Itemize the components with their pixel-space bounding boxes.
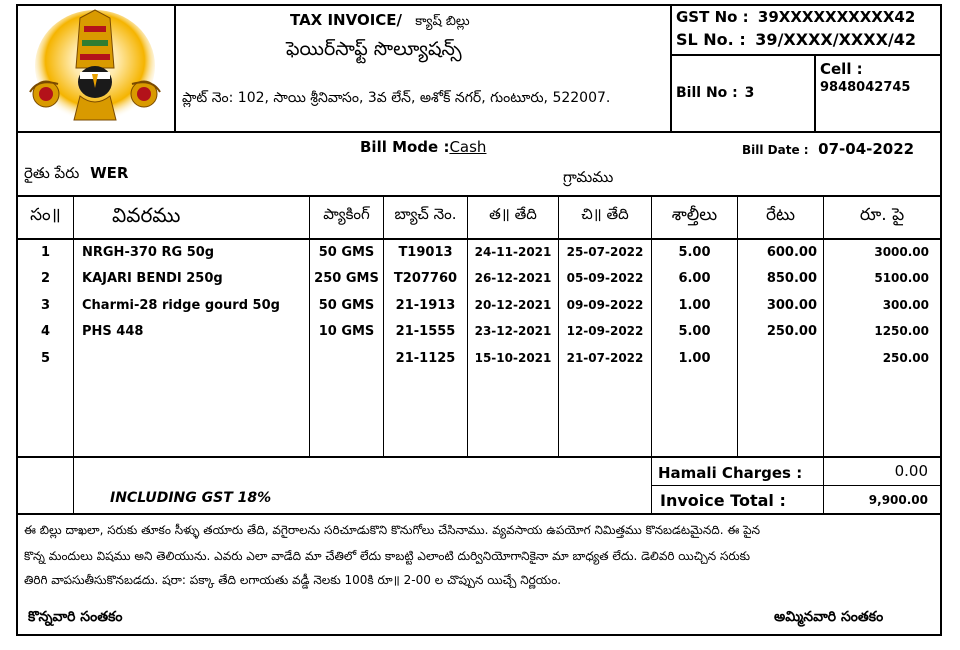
invoice-total-label: Invoice Total : [660,491,786,510]
hamali-charges-value: 0.00 [894,462,928,480]
row-rate: 850.00 [766,271,817,286]
bill-mode-value: Cash [449,138,487,156]
invoice-total-value: 9,900.00 [868,493,928,507]
col-header-exp-date: చి॥ తేది [581,205,629,223]
col-header-packing: ప్యాకింగ్ [323,205,370,223]
farmer-name-value: WER [90,164,129,182]
row-amount: 1250.00 [874,324,929,338]
row-packing: 50 GMS [318,298,375,313]
row-quantity: 5.00 [678,324,711,339]
row-quantity: 6.00 [678,271,711,286]
row-sno: 4 [40,324,51,339]
col-header-sno: సం॥ [30,205,61,225]
gst-label: GST No : [676,8,749,26]
bill-mode-label: Bill Mode : [360,138,450,156]
row-sno: 1 [40,245,51,260]
sl-label: SL No. : [676,30,746,49]
row-quantity: 1.00 [678,351,711,366]
seller-signature-label: అమ్మినవారి సంతకం [774,609,884,625]
bill-date-label: Bill Date : [742,143,809,157]
shop-address: ప్లాట్ నెం: 102, సాయి శ్రీనివాసం, 3వ లేన్, అశోక్ నగర్, గుంటూరు, 522007. [182,90,611,106]
row-packing: 10 GMS [318,324,375,339]
row-amount: 300.00 [882,298,929,312]
cash-bill-label: క్యాష్ బిల్లు [415,14,470,29]
row-sno: 5 [40,351,51,366]
farmer-name-label: రైతు పేరు [24,164,80,182]
row-batch: T19013 [398,245,453,260]
gst-note: INCLUDING GST 18% [110,490,272,506]
terms-line-1: ఈ బిల్లు దాఖలా, సరుకు తూకం సీళ్ళు తయారు తేది, వగైరాలను సరిచూడుకొని కొనుగోలు చేసినాము. వ్యవసాయ ఉపయోగ నిమిత్తము కొనబడటమైనది. ఈ పైన [24,523,761,537]
buyer-signature-label: కొన్నవారి సంతకం [28,609,123,625]
row-batch: 21-1913 [395,298,456,313]
row-batch: T207760 [393,271,458,286]
row-description: KAJARI BENDI 250g [82,271,223,286]
village-label: గ్రామము [563,168,614,186]
row-rate: 600.00 [766,245,817,260]
row-description: Charmi-28 ridge gourd 50g [82,298,280,313]
deity-logo [18,8,172,130]
bill-no-label: Bill No : [676,85,738,101]
row-exp-date: 12-09-2022 [566,324,644,338]
row-sno: 3 [40,298,51,313]
row-quantity: 1.00 [678,298,711,313]
row-packing: 250 GMS [314,271,379,286]
gst-number: 39XXXXXXXXXX42 [757,8,916,26]
col-header-amount: రూ. పై [859,205,905,225]
tax-invoice-label: TAX INVOICE/ [290,11,403,29]
row-batch: 21-1555 [395,324,456,339]
row-exp-date: 05-09-2022 [566,271,644,285]
col-header-mfg-date: త॥ తేది [489,205,537,223]
row-rate: 250.00 [766,324,817,339]
col-header-description: వివరము [112,203,181,227]
row-mfg-date: 23-12-2021 [474,324,552,338]
terms-line-2: కొన్న మందులు విషము అని తెలియును. ఎవరు ఎలా వాడేది మా చేతిలో లేదు కాబట్టి ఎలాంటి దుర్వినియోగానికైనా మా బాధ్యత లేదు. డెలివరి యిచ్చిన సరుకు [24,549,751,563]
sl-number: 39/XXXX/XXXX/42 [755,30,917,49]
bill-no-value: 3 [744,85,755,101]
col-header-batch: బ్యాచ్ నెం. [394,205,457,223]
hamali-charges-label: Hamali Charges : [658,464,803,482]
cell-label: Cell : [820,60,863,78]
bill-date-value: 07-04-2022 [818,140,915,158]
col-header-quantity: శాల్తీలు [671,205,718,225]
row-description: PHS 448 [82,324,144,339]
row-exp-date: 25-07-2022 [566,245,644,259]
row-sno: 2 [40,271,51,286]
row-amount: 5100.00 [874,271,929,285]
cell-number: 9848042745 [820,80,911,95]
row-amount: 3000.00 [874,245,929,259]
row-amount: 250.00 [882,351,929,365]
row-packing: 50 GMS [318,245,375,260]
shop-name: ఫెయిర్‌సాఫ్ట్ సొల్యూషన్స్ [286,38,462,60]
row-mfg-date: 24-11-2021 [474,245,552,259]
row-rate: 300.00 [766,298,817,313]
row-mfg-date: 15-10-2021 [474,351,552,365]
row-batch: 21-1125 [395,351,456,366]
row-quantity: 5.00 [678,245,711,260]
row-mfg-date: 26-12-2021 [474,271,552,285]
terms-line-3: తిరిగి వాపసుతీసుకొనబడదు. షరా: పక్కా తేది లగాయతు వడ్డీ నెలకు 100కి రూ॥ 2-00 ల చొప్పున యిచ్చే నిర్ణయం. [24,573,562,587]
row-exp-date: 21-07-2022 [566,351,644,365]
row-exp-date: 09-09-2022 [566,298,644,312]
row-description: NRGH-370 RG 50g [82,245,215,260]
row-mfg-date: 20-12-2021 [474,298,552,312]
col-header-rate: రేటు [765,205,796,225]
